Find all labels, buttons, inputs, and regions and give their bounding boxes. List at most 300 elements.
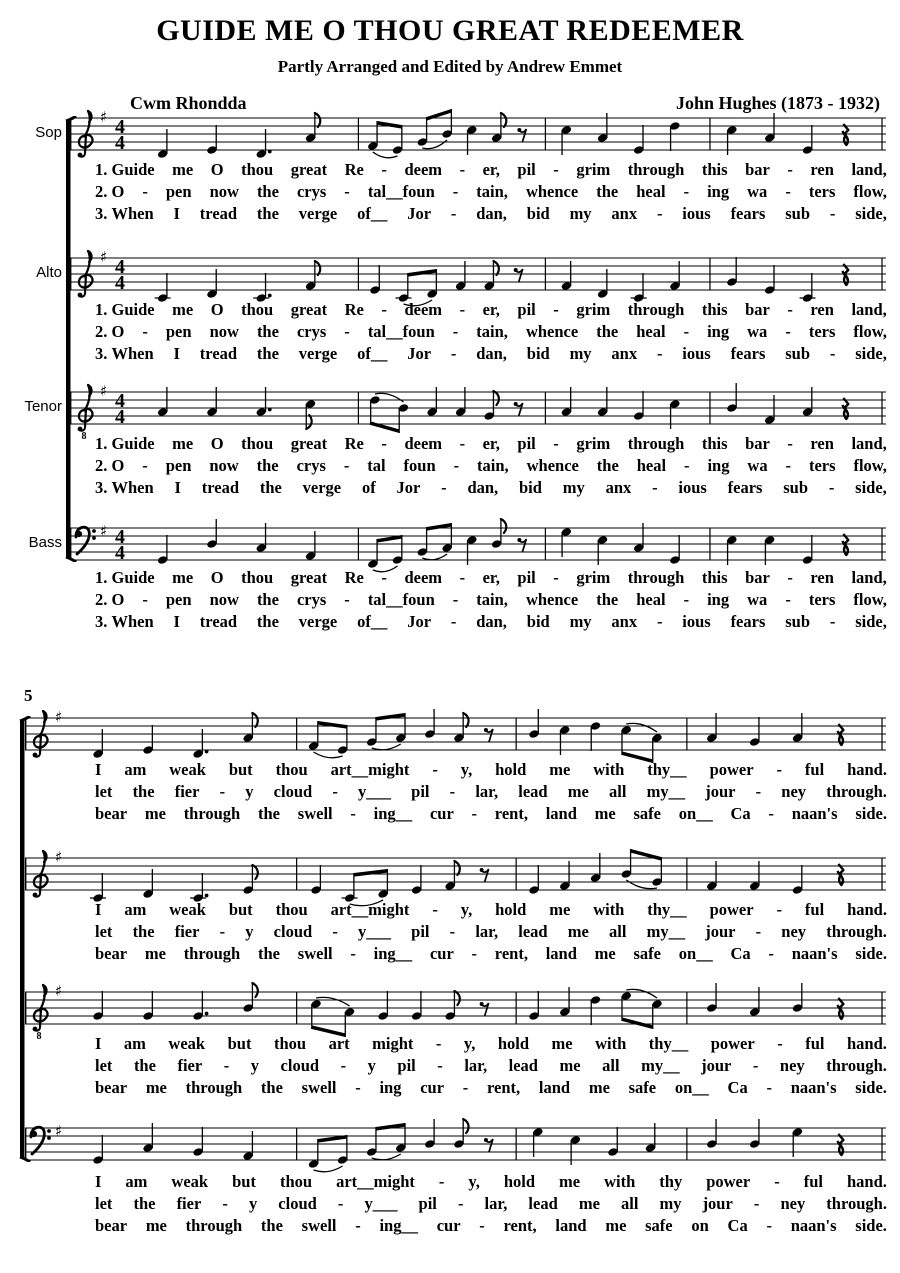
- lyric-syllable: -: [450, 612, 457, 631]
- lyric-syllable: fier: [176, 1194, 202, 1213]
- lyric-syllable: me: [594, 804, 616, 823]
- lyric-syllable: sub: [785, 612, 811, 631]
- lyric-syllable: thou: [241, 568, 274, 587]
- lyric-syllable: bear: [95, 1216, 128, 1235]
- lyric-syllable: verge: [302, 478, 342, 497]
- lyric-line-2-voice2-2: [95, 1056, 887, 1078]
- lyric-syllable: -: [785, 456, 792, 475]
- system-bracket: [60, 116, 78, 562]
- lyric-syllable: foun: [403, 456, 436, 475]
- lyric-syllable: -: [437, 1056, 443, 1075]
- lyric-syllable: y___: [364, 1194, 398, 1213]
- lyric-syllable: the: [133, 1056, 156, 1075]
- lyric-syllable: me: [559, 1056, 581, 1075]
- lyric-syllable: hand.: [846, 1034, 887, 1053]
- lyric-syllable: side.: [855, 804, 887, 823]
- lyric-syllable: on__: [674, 1078, 709, 1097]
- lyric-syllable: -: [337, 1194, 344, 1213]
- lyric-syllable: ing__: [373, 804, 413, 823]
- lyric-syllable: the: [256, 322, 279, 341]
- lyric-syllable: pil: [411, 782, 430, 801]
- lyric-syllable: me: [588, 1078, 610, 1097]
- lyric-syllable: -: [768, 804, 774, 823]
- lyric-syllable: of__: [357, 612, 388, 631]
- lyric-syllable: O: [210, 434, 224, 453]
- lyric-syllable: -: [683, 182, 690, 201]
- lyric-line-2-voice1-2: [95, 922, 887, 944]
- lyric-syllable: -: [350, 804, 356, 823]
- lyric-syllable: -: [381, 568, 387, 587]
- lyric-syllable: cloud: [273, 922, 313, 941]
- lyric-syllable: the: [260, 1216, 283, 1235]
- lyric-line-2-voice1-3: [95, 944, 887, 966]
- lyric-syllable: great: [290, 434, 328, 453]
- lyric-syllable: but: [232, 1172, 256, 1191]
- lyric-syllable: me: [551, 1034, 573, 1053]
- key-signature-sharp: ♯: [55, 848, 63, 866]
- lyric-syllable: jour: [705, 782, 736, 801]
- lyric-syllable: me: [578, 1194, 600, 1213]
- lyric-syllable: -: [787, 568, 793, 587]
- lyric-syllable: art__might: [330, 900, 410, 919]
- lyric-syllable: flow,: [853, 590, 887, 609]
- lyric-syllable: wa: [747, 322, 768, 341]
- lyric-syllable: fears: [730, 344, 766, 363]
- lyric-syllable: crys: [296, 456, 326, 475]
- lyric-syllable: swell: [297, 804, 333, 823]
- lyric-syllable: -: [766, 1216, 772, 1235]
- lyric-syllable: er,: [482, 434, 500, 453]
- lyric-syllable: y___: [358, 922, 391, 941]
- lyric-syllable: ren: [810, 568, 834, 587]
- lyric-syllable: ful: [804, 900, 825, 919]
- lyric-syllable: the: [258, 944, 281, 963]
- lyric-syllable: great: [290, 568, 328, 587]
- lyric-syllable: rent,: [503, 1216, 537, 1235]
- lyric-syllable: -: [785, 590, 791, 609]
- lyric-syllable: the: [256, 590, 279, 609]
- lyric-line-2-voice0-3: [95, 804, 887, 826]
- key-signature-sharp: ♯: [55, 708, 63, 726]
- lyric-syllable: my__: [646, 922, 686, 941]
- lyric-syllable: -: [553, 568, 559, 587]
- lyric-syllable: Ca: [730, 944, 751, 963]
- lyric-syllable: the: [132, 782, 155, 801]
- lyric-syllable: y,: [460, 900, 473, 919]
- lyric-syllable: now: [209, 182, 239, 201]
- lyric-syllable: tread: [199, 204, 238, 223]
- lyric-syllable: of: [361, 478, 376, 497]
- lyric-syllable: through: [627, 300, 685, 319]
- lyric-syllable: cur: [420, 1078, 445, 1097]
- lyric-syllable: bar: [745, 160, 770, 179]
- lyric-syllable: -: [452, 322, 459, 341]
- lyric-syllable: crys: [296, 322, 327, 341]
- lyric-syllable: art__might: [330, 760, 410, 779]
- lyric-syllable: ney: [780, 1194, 806, 1213]
- lyric-syllable: might: [372, 1034, 414, 1053]
- lyric-line-1-Alto-3: [95, 344, 887, 366]
- lyric-syllable: grim: [576, 160, 611, 179]
- lyrics-block: [95, 434, 887, 500]
- lyric-syllable: -: [438, 1172, 445, 1191]
- lyric-syllable: all: [602, 1056, 620, 1075]
- lyric-syllable: deem: [404, 300, 443, 319]
- lyric-syllable: am: [124, 900, 147, 919]
- lyric-syllable: -: [459, 568, 466, 587]
- measure-number-5: 5: [24, 686, 33, 705]
- lyric-syllable: through: [627, 568, 685, 587]
- lyric-syllable: rent,: [487, 1078, 521, 1097]
- lyric-syllable: 3. When: [95, 478, 154, 497]
- lyric-syllable: tal__foun: [367, 322, 435, 341]
- lyric-syllable: tain,: [476, 590, 508, 609]
- lyric-syllable: -: [684, 456, 690, 475]
- lyric-line-1-Sop-3: [95, 204, 887, 226]
- lyric-syllable: land,: [851, 434, 887, 453]
- lyric-syllable: ing__: [373, 944, 413, 963]
- lyric-syllable: bar: [745, 300, 770, 319]
- lyric-syllable: through: [627, 160, 685, 179]
- lyric-syllable: pil: [517, 568, 536, 587]
- composer-name: John Hughes (1873 - 1932): [675, 93, 880, 113]
- lyric-syllable: power: [709, 760, 754, 779]
- lyric-syllable: fears: [730, 612, 766, 631]
- lyric-line-1-Tenor-3: [95, 478, 887, 500]
- lyric-syllable: with: [593, 760, 625, 779]
- lyric-syllable: the: [256, 612, 279, 631]
- lyric-syllable: through.: [826, 1194, 887, 1213]
- voice-label-bass: Bass: [28, 534, 62, 551]
- lyric-syllable: my: [569, 612, 592, 631]
- lyric-syllable: all: [609, 922, 627, 941]
- lyric-syllable: ious: [682, 612, 711, 631]
- lyric-syllable: naan's: [790, 1078, 837, 1097]
- lyric-syllable: Ca: [730, 804, 751, 823]
- lyric-syllable: ters: [808, 590, 836, 609]
- lyric-syllable: Jor: [407, 612, 432, 631]
- lyric-syllable: pil: [517, 434, 536, 453]
- key-signature-sharp: ♯: [100, 248, 108, 266]
- lyric-syllable: -: [453, 456, 460, 475]
- lyric-syllable: 1. Guide: [95, 300, 155, 319]
- lyric-syllable: thy__: [647, 760, 687, 779]
- lyric-syllable: side,: [855, 612, 887, 631]
- lyric-syllable: whence: [525, 322, 579, 341]
- lyric-syllable: sub: [783, 478, 809, 497]
- lyrics-block: [95, 900, 887, 966]
- lyric-syllable: side.: [855, 944, 887, 963]
- lyric-syllable: y: [250, 1056, 260, 1075]
- lyric-syllable: through: [183, 944, 241, 963]
- lyric-syllable: great: [290, 300, 328, 319]
- lyric-syllable: tain,: [477, 456, 509, 475]
- lyric-syllable: me: [144, 804, 166, 823]
- lyric-syllable: me: [567, 782, 589, 801]
- lyric-syllable: -: [553, 300, 559, 319]
- lyric-syllable: verge: [298, 344, 338, 363]
- lyric-syllable: -: [344, 182, 350, 201]
- lyric-syllable: -: [381, 434, 387, 453]
- lyric-syllable: me: [594, 944, 616, 963]
- lyric-syllable: Re: [344, 160, 364, 179]
- lyric-syllable: my__: [641, 1056, 680, 1075]
- lyric-syllable: bid: [526, 612, 550, 631]
- lyric-syllable: tread: [201, 478, 240, 497]
- lyric-syllable: -: [683, 322, 690, 341]
- lyric-syllable: am: [124, 760, 147, 779]
- lyric-syllable: fier: [174, 782, 200, 801]
- lyric-syllable: tal__foun: [367, 182, 435, 201]
- lyric-syllable: let: [95, 1194, 113, 1213]
- lyric-line-1-Tenor-2: [95, 456, 887, 478]
- lyric-syllable: -: [332, 782, 338, 801]
- lyric-syllable: -: [344, 322, 350, 341]
- lyric-syllable: Jor: [396, 478, 421, 497]
- lyric-syllable: but: [228, 900, 253, 919]
- lyric-syllable: art__might: [336, 1172, 415, 1191]
- lyric-syllable: safe: [633, 804, 662, 823]
- lyric-syllable: pil: [397, 1056, 416, 1075]
- lyric-syllable: swell: [297, 944, 333, 963]
- lyric-syllable: me: [145, 1078, 167, 1097]
- lyric-syllable: land: [545, 804, 577, 823]
- lyric-syllable: -: [449, 922, 456, 941]
- lyric-syllable: dan,: [476, 204, 507, 223]
- lyric-syllable: lar,: [475, 782, 499, 801]
- lyric-syllable: -: [777, 1034, 783, 1053]
- lyric-syllable: heal: [636, 456, 667, 475]
- lyric-syllable: er,: [482, 160, 500, 179]
- lyric-line-2-voice3-2: [95, 1194, 887, 1216]
- time-signature-top: 4: [115, 390, 125, 412]
- lyric-syllable: pil: [517, 300, 536, 319]
- lyric-syllable: me: [567, 922, 589, 941]
- lyric-syllable: -: [450, 204, 457, 223]
- lyric-syllable: on: [691, 1216, 709, 1235]
- lyric-syllable: I: [174, 478, 181, 497]
- lyric-syllable: my: [569, 344, 592, 363]
- lyric-syllable: now: [209, 456, 239, 475]
- lyric-syllable: my: [659, 1194, 682, 1213]
- lyric-syllable: anx: [605, 478, 632, 497]
- lyric-syllable: through.: [826, 782, 887, 801]
- lyric-syllable: flow,: [853, 182, 887, 201]
- lyric-syllable: Jor: [407, 204, 432, 223]
- lyric-syllable: let: [95, 1056, 113, 1075]
- lyric-syllable: naan's: [790, 1216, 837, 1235]
- lyric-syllable: on__: [678, 804, 713, 823]
- lyric-syllable: bid: [526, 344, 550, 363]
- lyric-syllable: 1. Guide: [95, 568, 155, 587]
- lyric-syllable: the: [132, 922, 155, 941]
- system-bracket: [14, 716, 32, 1162]
- lyric-syllable: crys: [296, 590, 327, 609]
- lyric-syllable: fier: [177, 1056, 203, 1075]
- lyric-syllable: y: [248, 1194, 258, 1213]
- lyric-syllable: the: [256, 456, 279, 475]
- lyric-line-1-Bass-3: [95, 612, 887, 634]
- lyric-syllable: me: [559, 1172, 581, 1191]
- lyric-line-2-voice3-1: [95, 1172, 887, 1194]
- lyric-syllable: Re: [344, 434, 364, 453]
- lyric-syllable: land,: [851, 160, 887, 179]
- lyric-line-2-voice0-1: [95, 760, 887, 782]
- lyric-syllable: -: [459, 434, 466, 453]
- lyric-syllable: er,: [482, 300, 500, 319]
- lyric-syllable: the: [256, 204, 279, 223]
- octave-8-mark: 8: [36, 1031, 42, 1042]
- lyric-syllable: -: [768, 944, 774, 963]
- lyric-syllable: safe: [645, 1216, 673, 1235]
- lyric-syllable: wa: [747, 182, 768, 201]
- lyric-syllable: I: [95, 1034, 102, 1053]
- lyric-syllable: -: [766, 1078, 772, 1097]
- lyric-syllable: -: [459, 300, 466, 319]
- lyric-syllable: whence: [525, 590, 579, 609]
- lyric-syllable: ful: [805, 1034, 825, 1053]
- lyric-syllable: -: [223, 1056, 230, 1075]
- lyric-syllable: 2. O: [95, 182, 125, 201]
- lyric-syllable: me: [172, 160, 194, 179]
- lyric-syllable: whence: [525, 182, 579, 201]
- lyric-syllable: ing: [379, 1078, 402, 1097]
- lyric-syllable: ious: [682, 204, 711, 223]
- lyric-syllable: fears: [730, 204, 766, 223]
- lyric-syllable: jour: [701, 1056, 732, 1075]
- lyric-syllable: rent,: [494, 944, 528, 963]
- lyric-syllable: with: [593, 900, 625, 919]
- lyric-line-1-Alto-2: [95, 322, 887, 344]
- lyric-syllable: let: [95, 922, 113, 941]
- lyric-syllable: -: [755, 922, 762, 941]
- lyric-syllable: of__: [357, 344, 388, 363]
- lyric-syllable: me: [605, 1216, 627, 1235]
- treble8-clef-icon: [78, 385, 93, 442]
- lyric-syllable: naan's: [791, 944, 838, 963]
- lyric-syllable: -: [787, 300, 793, 319]
- lyric-syllable: -: [776, 900, 782, 919]
- lyric-syllable: hold: [495, 900, 527, 919]
- lyric-syllable: 3. When: [95, 344, 154, 363]
- time-signature-bottom: 4: [115, 542, 125, 564]
- lyric-syllable: ing: [707, 590, 730, 609]
- lyric-syllable: ters: [808, 182, 836, 201]
- lyric-syllable: -: [471, 804, 478, 823]
- lyric-syllable: 3. When: [95, 204, 154, 223]
- lyric-syllable: the: [596, 590, 619, 609]
- arranger-credit: Partly Arranged and Edited by Andrew Emmet: [277, 57, 623, 76]
- lyric-syllable: -: [452, 182, 459, 201]
- lyric-syllable: thou: [241, 434, 274, 453]
- lyric-syllable: -: [776, 760, 782, 779]
- lyric-syllable: ren: [810, 160, 834, 179]
- tune-name: Cwm Rhondda: [130, 93, 247, 113]
- lyric-syllable: ious: [682, 344, 711, 363]
- lyric-syllable: heal: [636, 590, 666, 609]
- lyric-syllable: great: [290, 160, 328, 179]
- lyric-syllable: jour: [705, 922, 736, 941]
- lyric-syllable: sub: [785, 204, 811, 223]
- lyric-line-2-voice0-2: [95, 782, 887, 804]
- lyric-syllable: pen: [165, 322, 192, 341]
- lyric-syllable: land,: [851, 300, 887, 319]
- lyric-syllable: anx: [611, 344, 638, 363]
- time-signature-top: 4: [115, 256, 125, 278]
- lyric-syllable: -: [656, 612, 663, 631]
- octave-8-mark: 8: [81, 431, 87, 442]
- lyric-syllable: -: [656, 204, 663, 223]
- lyric-syllable: lead: [518, 782, 548, 801]
- lyric-syllable: cur: [429, 944, 454, 963]
- lyric-syllable: lar,: [484, 1194, 508, 1213]
- key-signature-sharp: ♯: [100, 522, 108, 540]
- lyric-syllable: hold: [495, 760, 527, 779]
- lyric-syllable: anx: [611, 204, 638, 223]
- lyric-syllable: 3. When: [95, 612, 154, 631]
- lyric-syllable: y: [245, 782, 254, 801]
- key-signature-sharp: ♯: [55, 982, 63, 1000]
- lyric-syllable: power: [709, 900, 754, 919]
- lyric-syllable: -: [432, 760, 438, 779]
- lyrics-block: [95, 300, 887, 366]
- lyric-syllable: me: [549, 760, 571, 779]
- lyric-syllable: with: [604, 1172, 636, 1191]
- lyric-line-2-voice2-1: [95, 1034, 887, 1056]
- lyric-syllable: Re: [344, 568, 364, 587]
- lyric-syllable: me: [145, 1216, 167, 1235]
- lyric-syllable: ious: [678, 478, 707, 497]
- key-signature-sharp: ♯: [100, 108, 108, 126]
- lyric-syllable: -: [343, 456, 350, 475]
- lyric-syllable: ful: [804, 760, 825, 779]
- lyric-syllable: deem: [404, 160, 443, 179]
- lyric-syllable: thou: [241, 300, 274, 319]
- lyric-syllable: -: [683, 590, 690, 609]
- lyric-syllable: ters: [808, 456, 836, 475]
- lyric-syllable: dan,: [476, 344, 507, 363]
- lyric-syllable: -: [829, 612, 836, 631]
- lyric-syllable: y,: [463, 1034, 476, 1053]
- lyric-syllable: grim: [576, 434, 611, 453]
- lyric-syllable: bar: [745, 434, 770, 453]
- lyric-syllable: tread: [199, 612, 238, 631]
- lyric-syllable: weak: [171, 1172, 209, 1191]
- lyric-syllable: -: [553, 160, 559, 179]
- lyric-line-2-voice2-3: [95, 1078, 887, 1100]
- lyric-syllable: rent,: [494, 804, 528, 823]
- time-signature-bottom: 4: [115, 132, 125, 154]
- lyric-syllable: thou: [241, 160, 274, 179]
- lyric-syllable: y: [245, 922, 254, 941]
- lyric-syllable: grim: [576, 568, 611, 587]
- lyric-syllable: land,: [851, 568, 887, 587]
- lyric-syllable: -: [462, 1078, 469, 1097]
- lyric-syllable: jour: [702, 1194, 733, 1213]
- lyric-syllable: sub: [785, 344, 811, 363]
- lyric-syllable: through: [185, 1078, 243, 1097]
- lyric-syllable: 1. Guide: [95, 434, 155, 453]
- lyric-line-1-Sop-1: [95, 160, 887, 182]
- lyric-syllable: thy__: [648, 1034, 689, 1053]
- lyric-syllable: bid: [519, 478, 542, 497]
- lyric-syllable: hold: [497, 1034, 530, 1053]
- lyric-syllable: Re: [344, 300, 364, 319]
- lyric-syllable: safe: [628, 1078, 657, 1097]
- lyric-syllable: -: [355, 1216, 361, 1235]
- lyric-syllable: all: [609, 782, 627, 801]
- lyric-syllable: cloud: [273, 782, 313, 801]
